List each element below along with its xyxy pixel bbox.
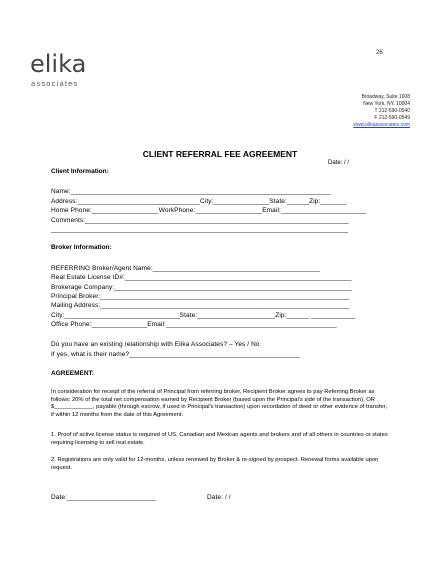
agreement-item-1: 1. Proof of active license status is required of US, Canadian and Mexican agents and brokers and of all others in countries or states requiring licensing to sell real estate.	[51, 432, 388, 446]
client-heading: Client Information:	[51, 168, 109, 175]
brokerage-company-field[interactable]: Brokerage Company:________________________________________________________________	[51, 284, 352, 291]
page-number: 26	[376, 50, 383, 56]
company-address	[353, 94, 410, 129]
client-address-field[interactable]: Address:_________________________________City:_______________State:______Zip:_______	[51, 198, 347, 205]
relationship-question: Do you have an existing relationship with Elika Associates? – Yes / No	[51, 341, 260, 348]
client-comments-line[interactable]: ________________________________________________________________________________	[51, 226, 349, 233]
office-phone-field[interactable]: Office Phone:_______________Email:______________________________________________	[51, 321, 337, 328]
broker-city-field[interactable]: City:_______________________________State:_____________________Zip:______ ____________	[51, 312, 356, 319]
relationship-name-field[interactable]: If yes, what is their name?______________________________________________	[51, 351, 301, 358]
logo-word: elika	[30, 50, 87, 78]
agreement-item-2: 2. Registrations are only valid for 12-months, unless renewed by Broker & re-signed by prospect. Renewal forms available upon request.	[51, 457, 379, 471]
client-comments-field[interactable]: Comments:_______________________________________________________________________	[51, 217, 349, 224]
date-header[interactable]: Date: / /	[328, 160, 350, 166]
logo-subtitle: associates	[31, 79, 79, 88]
client-name-field[interactable]: Name:______________________________________________________________________	[51, 188, 331, 195]
address-line: New York, NY, 10004	[363, 101, 410, 107]
second-date-field[interactable]: Date: / /	[207, 494, 231, 501]
signature-date-field[interactable]: Date:________________________	[51, 494, 157, 501]
broker-name-field[interactable]: REFERRING Broker/Agent Name:_____________________________________________	[51, 265, 320, 272]
document-title: CLIENT REFERRAL FEE AGREEMENT	[142, 149, 298, 159]
mailing-address-field[interactable]: Mailing Address:___________________________________________________________________	[51, 302, 350, 309]
broker-heading: Broker Information:	[51, 244, 112, 251]
client-phone-field[interactable]: Home Phone:__________________WorkPhone:__________________Email:_______________________	[51, 207, 367, 214]
phone-line: T 212-590-0540	[374, 108, 410, 114]
fax-line: F 212-590-0549	[374, 115, 410, 121]
license-id-field[interactable]: Real Estate License ID#:_____________________________________________________________	[51, 274, 352, 281]
agreement-heading: AGREEMENT:	[51, 370, 94, 377]
address-line: Broadway, Suite 1608	[361, 94, 410, 100]
agreement-paragraph: In consideration for receipt of the referral of Principal from referring broker, Recipient Broker agrees to pay Referring Broker as follows: 20% of the total net compensation earned by Recipient Broker (based upon the Principal's side of the transaction), OR $____________, payable (through escrow, if used in Principal's transaction) upon recordation of deed or other evidence of transfer, if within 12 months from the date of this Agreement.	[51, 389, 387, 418]
website-link[interactable]: www.elikaassociates.com	[353, 122, 410, 128]
principal-broker-field[interactable]: Principal Broker:___________________________________________________________________	[51, 293, 350, 300]
